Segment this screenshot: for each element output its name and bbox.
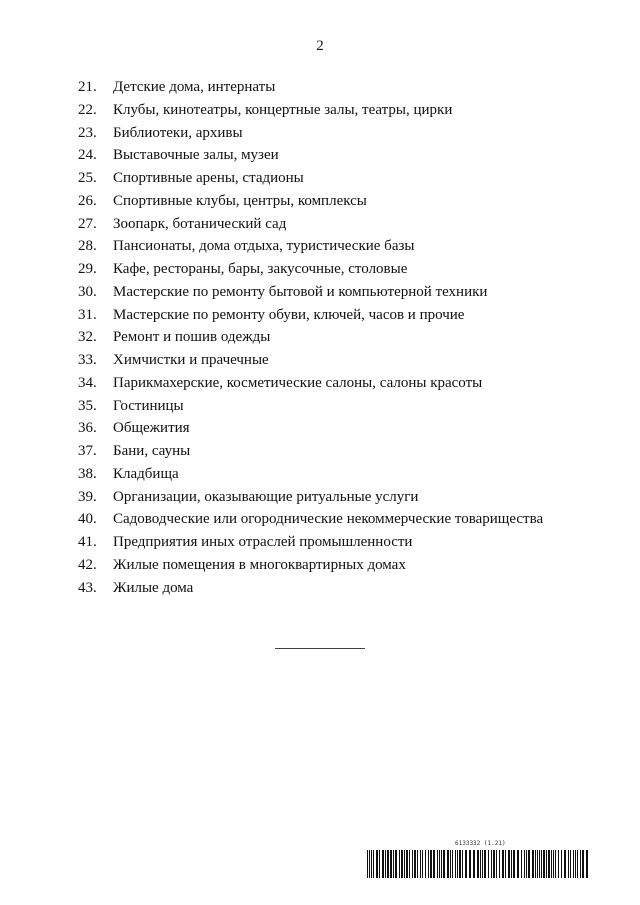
list-item	[78, 417, 598, 440]
list-item-text: Кафе, рестораны, бары, закусочные, столовые	[113, 261, 408, 277]
barcode-bar	[568, 850, 569, 878]
barcode-bar	[502, 850, 504, 878]
barcode-bar	[575, 850, 576, 878]
barcode-bar	[409, 850, 410, 878]
list-item-text: Библиотеки, архивы	[113, 124, 243, 141]
barcode-bar	[541, 850, 542, 878]
list-item	[78, 395, 598, 418]
barcode-bar	[499, 850, 500, 878]
list-item	[78, 440, 598, 463]
list-item	[78, 76, 598, 99]
barcode-bar	[465, 850, 467, 878]
list-item-text: Детские дома, интернаты	[113, 79, 276, 95]
barcode-bar	[586, 850, 588, 878]
list-item-number: 41.	[78, 534, 97, 550]
list-item-text: Жилые помещения в многоквартирных домах	[113, 556, 406, 573]
barcode-bar	[406, 850, 408, 878]
barcode-bar	[414, 850, 416, 878]
list-item	[78, 486, 598, 509]
barcode-bar	[570, 850, 571, 878]
barcode-bar	[564, 850, 566, 878]
barcode-bars	[367, 850, 589, 878]
list-item-number: 30.	[78, 283, 97, 300]
list-item	[78, 349, 598, 372]
barcode-bar	[422, 850, 423, 878]
barcode	[367, 840, 589, 880]
list-item	[78, 577, 598, 600]
barcode-bar	[488, 850, 489, 878]
barcode-bar	[376, 850, 378, 878]
barcode-bar	[462, 850, 463, 878]
barcode-bar	[496, 850, 497, 878]
list-item-number: 36.	[78, 420, 97, 437]
list-item	[78, 372, 598, 395]
list-item	[78, 213, 598, 236]
barcode-bar	[371, 850, 372, 878]
barcode-bar	[573, 850, 574, 878]
list-item-number: 24.	[78, 147, 97, 164]
barcode-bar	[385, 850, 386, 878]
barcode-bar	[582, 850, 584, 878]
barcode-bar	[577, 850, 578, 878]
list-item-text: Пансионаты, дома отдыха, туристические базы	[113, 238, 415, 255]
list-item-text: Химчистки и прачечные	[113, 352, 269, 368]
list-item-text: Зоопарк, ботанический сад	[113, 215, 287, 232]
list-item	[78, 144, 598, 167]
barcode-bar	[404, 850, 405, 878]
list-item-text: Парикмахерские, косметические салоны, салоны красоты	[113, 374, 483, 391]
list-item-text: Предприятия иных отраслей промышленности	[113, 534, 413, 550]
barcode-bar	[484, 850, 486, 878]
barcode-bar	[387, 850, 389, 878]
list-item-text: Мастерские по ремонту бытовой и компьютерной техники	[113, 283, 488, 300]
list-item-number: 27.	[78, 215, 97, 232]
barcode-bar	[425, 850, 426, 878]
list-item-number: 26.	[78, 192, 97, 209]
barcode-bar	[469, 850, 471, 878]
list-item-text: Спортивные арены, стадионы	[113, 170, 304, 186]
list-item	[78, 508, 598, 531]
barcode-bar	[428, 850, 429, 878]
barcode-bar	[473, 850, 475, 878]
barcode-bar	[477, 850, 479, 878]
list-item	[78, 326, 598, 349]
barcode-bar	[441, 850, 442, 878]
barcode-bar	[459, 850, 461, 878]
barcode-bar	[493, 850, 495, 878]
list-item-number: 32.	[78, 329, 97, 346]
list-item-number: 35.	[78, 397, 97, 414]
barcode-bar	[420, 850, 421, 878]
list-item	[78, 258, 598, 281]
barcode-bar	[455, 850, 456, 878]
barcode-bar	[367, 850, 368, 878]
barcode-bar	[535, 850, 536, 878]
list-item	[78, 235, 598, 258]
barcode-bar	[558, 850, 559, 878]
category-list	[78, 76, 598, 599]
barcode-bar	[390, 850, 392, 878]
barcode-bar	[561, 850, 562, 878]
list-item-number: 43.	[78, 579, 97, 596]
barcode-bar	[505, 850, 506, 878]
barcode-bar	[399, 850, 400, 878]
barcode-bar	[437, 850, 438, 878]
barcode-bar	[526, 850, 527, 878]
barcode-bar	[430, 850, 432, 878]
barcode-bar	[521, 850, 522, 878]
list-item-number: 25.	[78, 170, 97, 186]
barcode-bar	[457, 850, 458, 878]
barcode-bar	[543, 850, 545, 878]
list-item	[78, 99, 598, 122]
list-item-text: Выставочные залы, музеи	[113, 147, 279, 164]
barcode-bar	[379, 850, 380, 878]
list-item-number: 31.	[78, 306, 97, 323]
barcode-bar	[537, 850, 538, 878]
list-item	[78, 281, 598, 304]
list-item-number: 22.	[78, 101, 97, 118]
list-item-text: Жилые дома	[113, 579, 194, 596]
list-item-text: Бани, сауны	[113, 443, 191, 459]
barcode-label: 6133332 (1.21)	[455, 840, 506, 847]
barcode-bar	[395, 850, 397, 878]
barcode-bar	[412, 850, 413, 878]
list-item-text: Кладбища	[113, 465, 179, 482]
list-item-number: 28.	[78, 238, 97, 255]
list-item-number: 42.	[78, 556, 97, 573]
list-item-number: 39.	[78, 488, 97, 505]
barcode-bar	[369, 850, 370, 878]
barcode-bar	[443, 850, 445, 878]
barcode-bar	[524, 850, 525, 878]
list-item	[78, 190, 598, 213]
barcode-bar	[528, 850, 530, 878]
barcode-bar	[517, 850, 519, 878]
list-item-text: Гостиницы	[113, 397, 184, 414]
list-item	[78, 304, 598, 327]
barcode-bar	[511, 850, 512, 878]
list-item-text: Спортивные клубы, центры, комплексы	[113, 192, 367, 209]
barcode-bar	[450, 850, 451, 878]
barcode-bar	[452, 850, 453, 878]
barcode-bar	[393, 850, 394, 878]
list-item-number: 37.	[78, 443, 97, 459]
list-item-number: 34.	[78, 374, 97, 391]
list-item	[78, 122, 598, 145]
list-item-text: Ремонт и пошив одежды	[113, 329, 271, 346]
list-item-text: Организации, оказывающие ритуальные услуги	[113, 488, 419, 505]
barcode-bar	[555, 850, 556, 878]
list-item	[78, 554, 598, 577]
list-item-text: Мастерские по ремонту обуви, ключей, часов и прочие	[113, 306, 465, 323]
barcode-bar	[439, 850, 440, 878]
barcode-bar	[373, 850, 374, 878]
barcode-bar	[482, 850, 483, 878]
barcode-bar	[447, 850, 449, 878]
list-item	[78, 167, 598, 190]
barcode-bar	[551, 850, 552, 878]
list-item	[78, 463, 598, 486]
barcode-bar	[382, 850, 384, 878]
barcode-bar	[532, 850, 534, 878]
barcode-bar	[580, 850, 581, 878]
list-item-number: 33.	[78, 352, 97, 368]
barcode-bar	[401, 850, 403, 878]
barcode-bar	[548, 850, 550, 878]
barcode-bar	[546, 850, 547, 878]
barcode-bar	[553, 850, 554, 878]
list-item	[78, 531, 598, 554]
list-item-text: Клубы, кинотеатры, концертные залы, театры, цирки	[113, 101, 453, 118]
list-item-number: 40.	[78, 511, 97, 528]
list-item-number: 21.	[78, 79, 97, 95]
list-item-number: 23.	[78, 124, 97, 141]
page-number: 2	[316, 38, 324, 54]
list-item-number: 38.	[78, 465, 97, 482]
separator-line	[275, 648, 365, 649]
barcode-bar	[433, 850, 435, 878]
list-item-text: Садоводческие или огороднические некоммерческие товарищества	[113, 511, 544, 528]
barcode-bar	[513, 850, 515, 878]
list-item-text: Общежития	[113, 420, 190, 437]
barcode-bar	[539, 850, 540, 878]
barcode-bar	[417, 850, 418, 878]
barcode-bar	[491, 850, 492, 878]
barcode-bar	[508, 850, 510, 878]
barcode-bar	[480, 850, 481, 878]
list-item-number: 29.	[78, 261, 97, 277]
